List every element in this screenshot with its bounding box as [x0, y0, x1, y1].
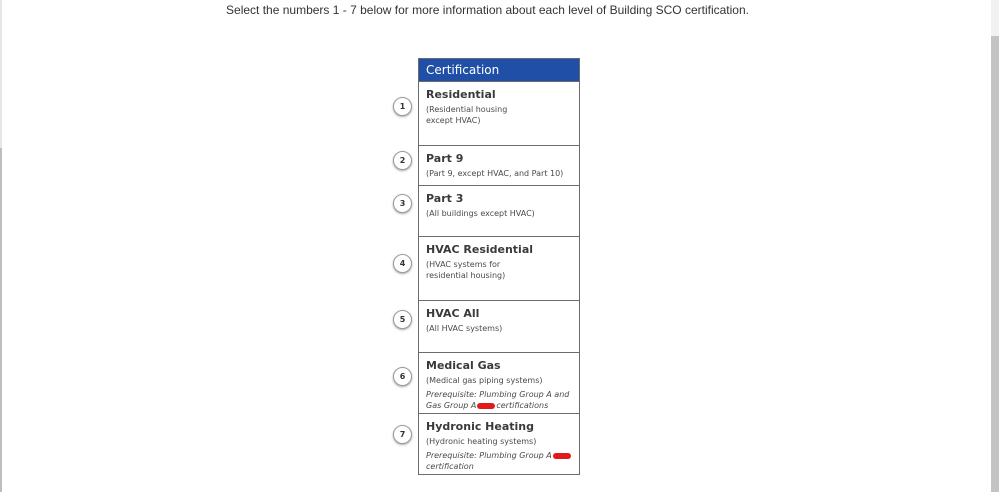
row-title: Hydronic Heating — [426, 420, 535, 433]
row-part-3 — [419, 185, 579, 236]
row-description: (HVAC systems for residential housing) — [426, 260, 506, 280]
number-button-5[interactable]: 5 — [393, 310, 412, 329]
number-button-1[interactable]: 1 — [393, 97, 412, 116]
prereq-text: Prerequisite: Plumbing Group A — [426, 451, 552, 460]
row-hvac-all — [419, 300, 579, 352]
number-button-6[interactable]: 6 — [393, 367, 412, 386]
row-description: (Part 9, except HVAC, and Part 10) — [426, 169, 564, 178]
number-button-7[interactable]: 7 — [393, 425, 412, 444]
row-hvac-residential — [419, 236, 579, 300]
row-title: HVAC All — [426, 307, 480, 320]
number-button-4[interactable]: 4 — [393, 254, 412, 273]
row-prerequisite — [426, 389, 573, 411]
row-medical-gas — [419, 352, 579, 413]
row-description: (Medical gas piping systems) — [426, 376, 543, 385]
redaction-mark — [553, 453, 571, 459]
prereq-text: Prerequisite: Plumbing Group A and Gas Group A — [426, 390, 570, 410]
row-description: (All HVAC systems) — [426, 324, 503, 333]
row-title: Part 9 — [426, 152, 464, 165]
table-header: Certification — [419, 59, 579, 81]
row-title: Residential — [426, 88, 496, 101]
row-residential — [419, 81, 579, 145]
intro-text: Select the numbers 1 - 7 below for more information about each level of Building SCO certification. — [226, 3, 749, 17]
left-edge-shadow — [0, 148, 2, 492]
row-prerequisite — [426, 450, 573, 472]
row-title: HVAC Residential — [426, 243, 534, 256]
prereq-text-end: certification — [426, 462, 474, 471]
row-description: (Hydronic heating systems) — [426, 437, 537, 446]
row-hydronic-heating — [419, 413, 579, 474]
row-description: (Residential housing except HVAC) — [426, 105, 508, 125]
row-title: Part 3 — [426, 192, 464, 205]
number-button-2[interactable]: 2 — [393, 151, 412, 170]
number-button-3[interactable]: 3 — [393, 194, 412, 213]
redaction-mark — [477, 403, 495, 409]
row-description: (All buildings except HVAC) — [426, 209, 535, 218]
certification-table — [418, 58, 580, 475]
scrollbar-thumb[interactable] — [991, 36, 999, 492]
row-title: Medical Gas — [426, 359, 501, 372]
prereq-text-end: certifications — [496, 401, 549, 410]
row-part-9 — [419, 145, 579, 185]
